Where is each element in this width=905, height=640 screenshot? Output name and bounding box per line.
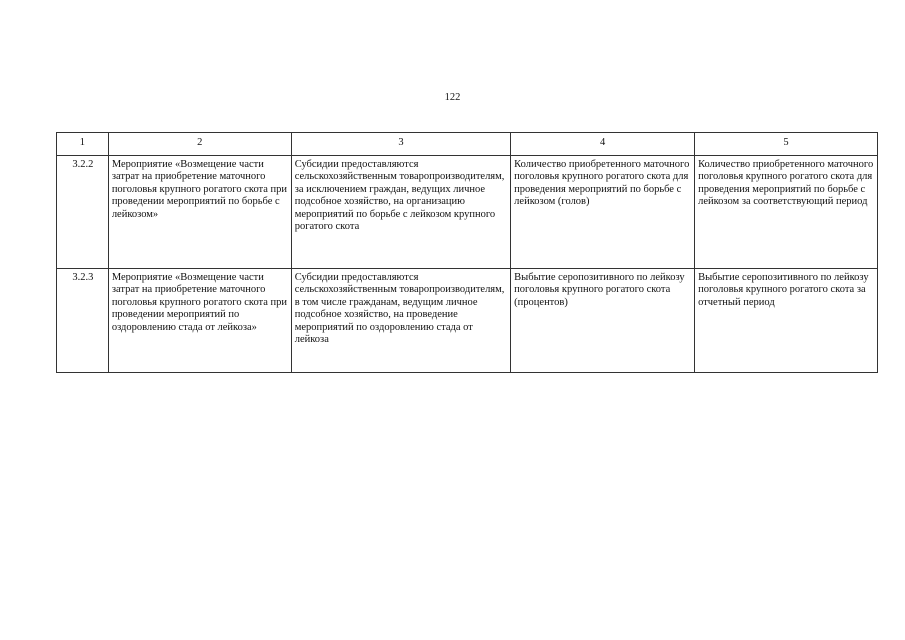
program-indicators-table [56, 132, 878, 373]
column-header-4: 4 [511, 133, 695, 156]
column-header-3: 3 [291, 133, 510, 156]
calculation-method-cell: Количество приобретенного маточного поголовья крупного рогатого скота для проведения мероприятий по борьбе с лейкозом за соответствующий период [695, 156, 878, 269]
column-header-1: 1 [57, 133, 109, 156]
page-number: 122 [444, 92, 461, 103]
subsidy-description-cell: Субсидии предоставляются сельскохозяйственным товаропроизводителям, в том числе гражданам, ведущим личное подсобное хозяйство, на проведение мероприятий по оздоровлению стада от лейкоза [291, 269, 510, 373]
indicator-cell: Выбытие серопозитивного по лейкозу поголовья крупного рогатого скота (процентов) [511, 269, 695, 373]
indicator-cell: Количество приобретенного маточного поголовья крупного рогатого скота для проведения мероприятий по борьбе с лейкозом (голов) [511, 156, 695, 269]
subsidy-description-cell: Субсидии предоставляются сельскохозяйственным товаропроизводителям, за исключением граждан, ведущих личное подсобное хозяйство, на организацию мероприятий по борьбе с лейкозом крупного рогатого скота [291, 156, 510, 269]
column-header-2: 2 [108, 133, 291, 156]
row-number-cell: 3.2.2 [57, 156, 109, 269]
event-name-cell: Мероприятие «Возмещение части затрат на приобретение маточного поголовья крупного рогатого скота при проведении мероприятий по оздоровлению стада от лейкоза» [108, 269, 291, 373]
header-row [57, 133, 878, 156]
calculation-method-cell: Выбытие серопозитивного по лейкозу поголовья крупного рогатого скота за отчетный период [695, 269, 878, 373]
column-header-5: 5 [695, 133, 878, 156]
row-number-cell: 3.2.3 [57, 269, 109, 373]
table-row [57, 269, 878, 373]
event-name-cell: Мероприятие «Возмещение части затрат на приобретение маточного поголовья крупного рогатого скота при проведении мероприятий по борьбе с лейкозом» [108, 156, 291, 269]
table-row [57, 156, 878, 269]
